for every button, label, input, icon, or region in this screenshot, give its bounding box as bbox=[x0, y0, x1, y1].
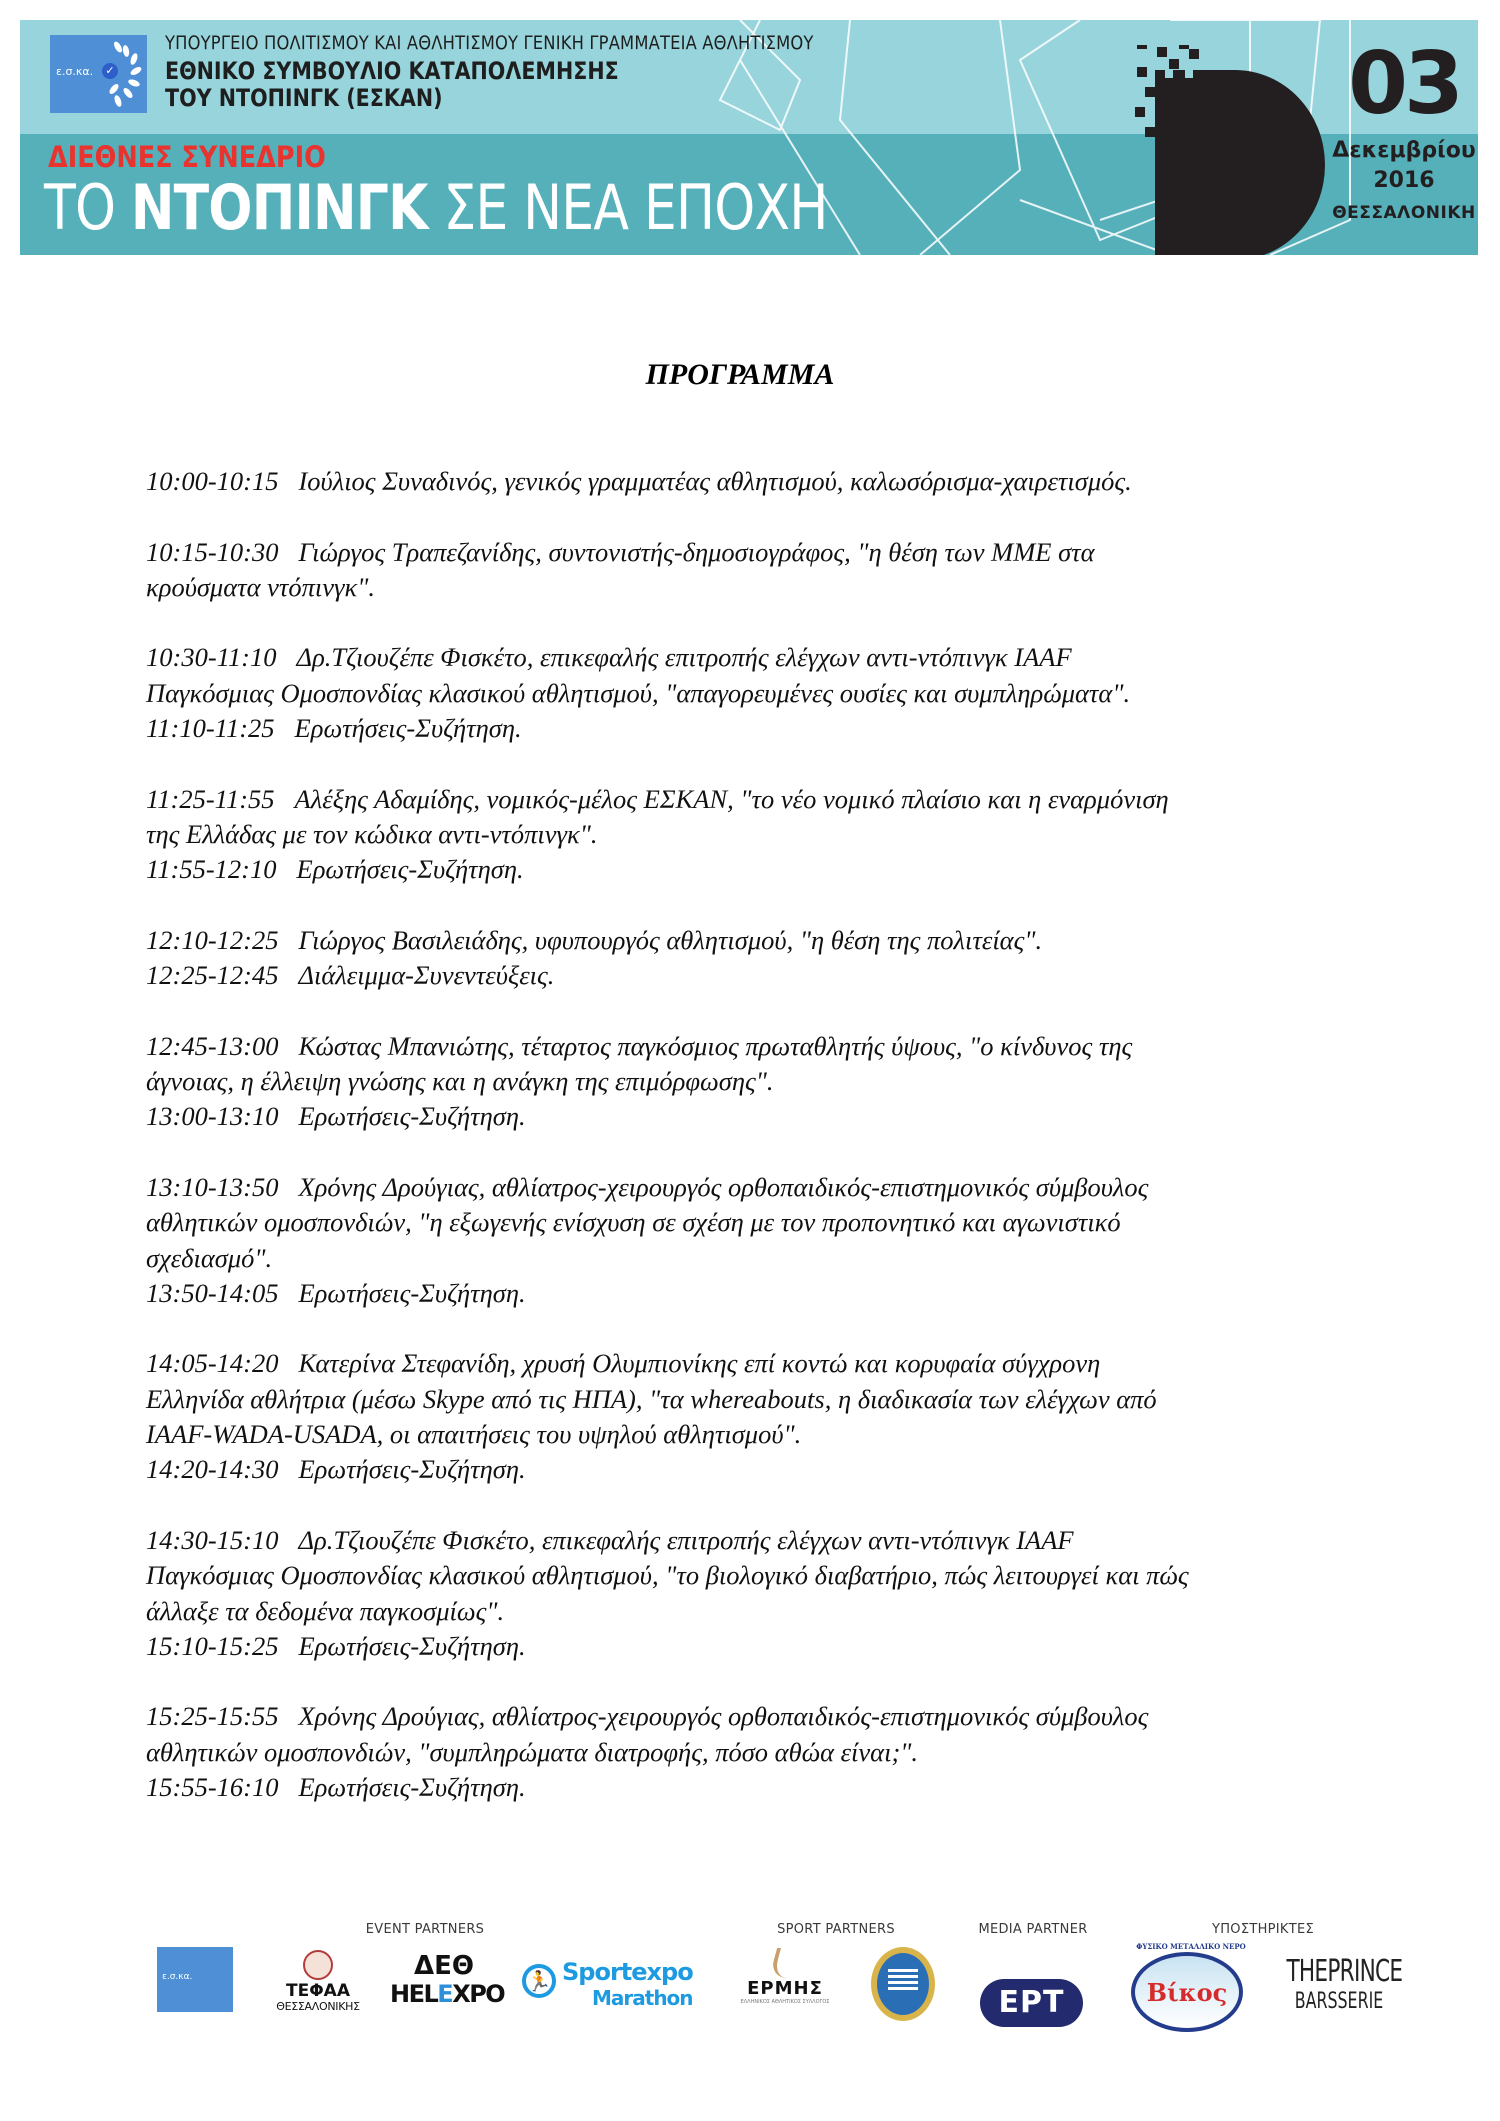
ermis-subtitle: ΕΛΛΗΝΙΚΟΣ ΑΘΛΗΤΙΚΟΣ ΣΥΛΛΟΓΟΣ bbox=[740, 1999, 830, 2005]
program-list bbox=[146, 464, 1376, 1841]
time-slot: 13:50-14:05 bbox=[146, 1277, 279, 1308]
session-text: IAAF-WADA-USADA, οι απαιτήσεις του υψηλού αθλητισμού". bbox=[146, 1419, 802, 1450]
event-partners-label: EVENT PARTNERS bbox=[365, 1922, 485, 1937]
the-prince-logo bbox=[1266, 1955, 1412, 2015]
session-text: Ερωτήσεις-Συζήτηση. bbox=[298, 1454, 526, 1485]
greek-flag-icon bbox=[888, 1969, 918, 1993]
date-city: ΘΕΣΣΑΛΟΝΙΚΗ bbox=[1332, 203, 1476, 223]
vikos-logo bbox=[1131, 1942, 1246, 2032]
session-text: αθλητικών ομοσπονδιών, "η εξωγενής ενίσχυση σε σχέση με τον προπονητικό και αγωνιστικό bbox=[146, 1207, 1121, 1238]
program-line bbox=[146, 1382, 1376, 1417]
helexpo-xpo: XPO bbox=[452, 1980, 505, 2008]
conference-banner bbox=[20, 20, 1478, 255]
program-line bbox=[146, 1346, 1376, 1381]
ert-logo: ΕΡΤ bbox=[980, 1979, 1083, 2027]
time-slot: 11:10-11:25 bbox=[146, 713, 275, 744]
helexpo-hel: HEL bbox=[390, 1980, 438, 2008]
session-text: Ερωτήσεις-Συζήτηση. bbox=[298, 1771, 526, 1802]
helexpo-name bbox=[390, 1980, 505, 2008]
session-text: Δρ.Τζιουζέπε Φισκέτο, επικεφαλής επιτροπής ελέγχων αντι-ντόπινγκ IAAF bbox=[296, 642, 1072, 673]
time-slot: 10:00-10:15 bbox=[146, 466, 279, 496]
time-slot: 12:10-12:25 bbox=[146, 924, 279, 955]
session-text: κρούσματα ντόπινγκ". bbox=[146, 571, 375, 602]
session-text: Γιώργος Βασιλειάδης, υφυπουργός αθλητισμού, "η θέση της πολιτείας". bbox=[298, 924, 1043, 955]
program-line bbox=[146, 1099, 1376, 1134]
sport-partners-label: SPORT PARTNERS bbox=[777, 1922, 895, 1937]
tefaa-logo bbox=[268, 1950, 368, 2013]
program-line bbox=[146, 1241, 1376, 1276]
program-line bbox=[146, 852, 1376, 887]
program-line bbox=[146, 1170, 1376, 1205]
tefaa-city: ΘΕΣΣΑΛΟΝΙΚΗΣ bbox=[276, 2000, 360, 2013]
ermis-name: ΕΡΜΗΣ bbox=[747, 1978, 823, 1999]
session-text: αθλητικών ομοσπονδιών, "συμπληρώματα διατροφής, πόσο αθώα είναι;". bbox=[146, 1736, 919, 1767]
session-text: Παγκόσμιας Ομοσπονδίας κλασικού αθλητισμού, "απαγορευμένες ουσίες και συμπληρώματα". bbox=[146, 677, 1131, 708]
conference-kicker: ΔΙΕΘΝΕΣ ΣΥΝΕΔΡΙΟ bbox=[48, 140, 326, 174]
program-line bbox=[146, 958, 1376, 993]
time-slot: 15:25-15:55 bbox=[146, 1701, 279, 1732]
program-block bbox=[146, 1699, 1376, 1805]
session-text: Χρόνης Δρούγιας, αθλίατρος-χειρουργός ορθοπαιδικός-επιστημονικός σύμβουλος bbox=[298, 1171, 1149, 1202]
greek-association-emblem-icon bbox=[871, 1947, 935, 2021]
eskan-logo-text: ε.σ.κα. bbox=[56, 65, 94, 78]
session-text: Δρ.Τζιουζέπε Φισκέτο, επικεφαλής επιτροπής ελέγχων αντι-ντόπινγκ IAAF bbox=[298, 1524, 1074, 1555]
program-line bbox=[146, 782, 1376, 817]
time-slot: 12:45-13:00 bbox=[146, 1030, 279, 1061]
title-part-2: ΣΕ ΝΕΑ ΕΠΟΧΗ bbox=[427, 171, 828, 244]
session-text: Διάλειμμα-Συνεντεύξεις. bbox=[298, 960, 555, 991]
program-block bbox=[146, 1346, 1376, 1487]
helexpo-deth: ΔΕΘ bbox=[414, 1951, 474, 1981]
program-block bbox=[146, 1029, 1376, 1135]
eskan-logo bbox=[50, 35, 147, 113]
council-line-1: ΕΘΝΙΚΟ ΣΥΜΒΟΥΛΙΟ ΚΑΤΑΠΟΛΕΜΗΣΗΣ bbox=[165, 57, 619, 85]
program-block bbox=[146, 535, 1376, 606]
council-name bbox=[165, 58, 619, 112]
helexpo-logo bbox=[390, 1951, 505, 2008]
date-day: 03 bbox=[1348, 34, 1460, 134]
session-text: Γιώργος Τραπεζανίδης, συντονιστής-δημοσιογράφος, "η θέση των ΜΜΕ στα bbox=[298, 536, 1095, 567]
session-text: Κώστας Μπανιώτης, τέταρτος παγκόσμιος πρωταθλητής ύψους, "ο κίνδυνος της bbox=[298, 1030, 1133, 1061]
marathon-text: Marathon bbox=[592, 1986, 693, 2010]
program-line bbox=[146, 1417, 1376, 1452]
tefaa-seal-icon bbox=[303, 1950, 333, 1980]
session-text: της Ελλάδας με τον κώδικα αντι-ντόπινγκ". bbox=[146, 818, 598, 849]
program-line bbox=[146, 1452, 1376, 1487]
program-block bbox=[146, 640, 1376, 746]
time-slot: 10:15-10:30 bbox=[146, 536, 279, 567]
helexpo-e: E bbox=[437, 1980, 453, 2008]
time-slot: 10:30-11:10 bbox=[146, 642, 277, 673]
eskan-partner-logo bbox=[157, 1947, 233, 2012]
ministry-line: ΥΠΟΥΡΓΕΙΟ ΠΟΛΙΤΙΣΜΟΥ ΚΑΙ ΑΘΛΗΤΙΣΜΟΥ ΓΕΝΙΚΗ ΓΡΑΜΜΑΤΕΙΑ ΑΘΛΗΤΙΣΜΟΥ bbox=[165, 32, 814, 54]
title-bold: ΝΤΟΠΙΝΓΚ bbox=[130, 171, 428, 244]
session-text: Ερωτήσεις-Συζήτηση. bbox=[298, 1277, 526, 1308]
session-text: Ερωτήσεις-Συζήτηση. bbox=[298, 1630, 526, 1661]
date-year: 2016 bbox=[1373, 168, 1435, 193]
ermis-logo bbox=[735, 1948, 835, 2005]
eskan-partner-text: ε.σ.κα. bbox=[162, 1972, 193, 1982]
prince-name: THEPRINCE bbox=[1286, 1954, 1403, 1989]
session-text: Χρόνης Δρούγιας, αθλίατρος-χειρουργός ορθοπαιδικός-επιστημονικός σύμβουλος bbox=[298, 1701, 1149, 1732]
program-block bbox=[146, 923, 1376, 994]
media-partner-label: MEDIA PARTNER bbox=[978, 1922, 1088, 1937]
program-line bbox=[146, 1735, 1376, 1770]
program-line bbox=[146, 1205, 1376, 1240]
conference-title bbox=[44, 172, 828, 244]
time-slot: 13:10-13:50 bbox=[146, 1171, 279, 1202]
session-text: Αλέξης Αδαμίδης, νομικός-μέλος ΕΣΚΑΝ, "το νέο νομικό πλαίσιο και η εναρμόνιση bbox=[294, 783, 1169, 814]
program-block bbox=[146, 1523, 1376, 1664]
prince-subtitle: BARSSERIE bbox=[1294, 1989, 1384, 2014]
program-line bbox=[146, 817, 1376, 852]
time-slot: 12:25-12:45 bbox=[146, 960, 279, 991]
time-slot: 11:25-11:55 bbox=[146, 783, 275, 814]
time-slot: 15:55-16:10 bbox=[146, 1771, 279, 1802]
time-slot: 14:30-15:10 bbox=[146, 1524, 279, 1555]
date-month: Δεκεμβρίου bbox=[1332, 138, 1476, 163]
program-line bbox=[146, 1594, 1376, 1629]
program-line bbox=[146, 711, 1376, 746]
program-line bbox=[146, 1523, 1376, 1558]
sportexpo-marathon-logo bbox=[522, 1958, 694, 2010]
checkmark-icon: ✓ bbox=[102, 63, 118, 79]
program-line bbox=[146, 570, 1376, 605]
program-line bbox=[146, 535, 1376, 570]
tefaa-name: ΤΕΦΑΑ bbox=[286, 1981, 350, 2001]
session-text: Κατερίνα Στεφανίδη, χρυσή Ολυμπιονίκης επί κοντώ και κορυφαία σύγχρονη bbox=[298, 1348, 1101, 1379]
program-block bbox=[146, 1170, 1376, 1311]
program-line bbox=[146, 676, 1376, 711]
session-text: Ερωτήσεις-Συζήτηση. bbox=[296, 854, 524, 885]
sportexpo-text: Sportexpo bbox=[562, 1958, 693, 1986]
program-line bbox=[146, 1558, 1376, 1593]
program-line bbox=[146, 1276, 1376, 1311]
time-slot: 13:00-13:10 bbox=[146, 1101, 279, 1132]
winged-foot-icon bbox=[769, 1948, 801, 1978]
vikos-arc-text: ΦΥΣΙΚΟ ΜΕΤΑΛΛΙΚΟ ΝΕΡΟ bbox=[1136, 1942, 1246, 1951]
program-line bbox=[146, 1770, 1376, 1805]
session-text: άγνοιας, η έλλειψη γνώσης και η ανάγκη της επιμόρφωσης". bbox=[146, 1066, 774, 1097]
session-text: Παγκόσμιας Ομοσπονδίας κλασικού αθλητισμού, "το βιολογικό διαβατήριο, πώς λειτουργεί και πώς bbox=[146, 1560, 1189, 1591]
time-slot: 14:05-14:20 bbox=[146, 1348, 279, 1379]
time-slot: 14:20-14:30 bbox=[146, 1454, 279, 1485]
session-text: σχεδιασμό". bbox=[146, 1242, 273, 1273]
program-block bbox=[146, 464, 1376, 499]
session-text: Ιούλιος Συναδινός, γενικός γραμματέας αθλητισμού, καλωσόρισμα-χαιρετισμός. bbox=[298, 466, 1132, 496]
session-text: Ελληνίδα αθλήτρια (μέσω Skype από τις ΗΠΑ), "τα whereabouts, η διαδικασία των ελέγχων από bbox=[146, 1383, 1157, 1414]
program-line bbox=[146, 1029, 1376, 1064]
session-text: Ερωτήσεις-Συζήτηση. bbox=[294, 713, 522, 744]
vikos-name: Βίκος bbox=[1146, 1978, 1228, 2007]
program-line bbox=[146, 1064, 1376, 1099]
program-line bbox=[146, 464, 1376, 499]
title-part-1: ΤΟ bbox=[44, 171, 131, 244]
session-text: Ερωτήσεις-Συζήτηση. bbox=[298, 1101, 526, 1132]
doping-d-logo-icon bbox=[1135, 45, 1325, 255]
program-title: ΠΡΟΓΡΑΜΜΑ bbox=[645, 358, 835, 391]
program-line bbox=[146, 923, 1376, 958]
session-text: άλλαξε τα δεδομένα παγκοσμίως". bbox=[146, 1595, 505, 1626]
council-line-2: ΤΟΥ ΝΤΟΠΙΝΓΚ (ΕΣΚΑΝ) bbox=[165, 84, 443, 112]
runner-icon: 🏃 bbox=[522, 1964, 556, 1998]
program-line bbox=[146, 1629, 1376, 1664]
program-line bbox=[146, 1699, 1376, 1734]
time-slot: 15:10-15:25 bbox=[146, 1630, 279, 1661]
supporters-label: ΥΠΟΣΤΗΡΙΚΤΕΣ bbox=[1211, 1922, 1315, 1937]
program-line bbox=[146, 640, 1376, 675]
program-block bbox=[146, 782, 1376, 888]
time-slot: 11:55-12:10 bbox=[146, 854, 277, 885]
